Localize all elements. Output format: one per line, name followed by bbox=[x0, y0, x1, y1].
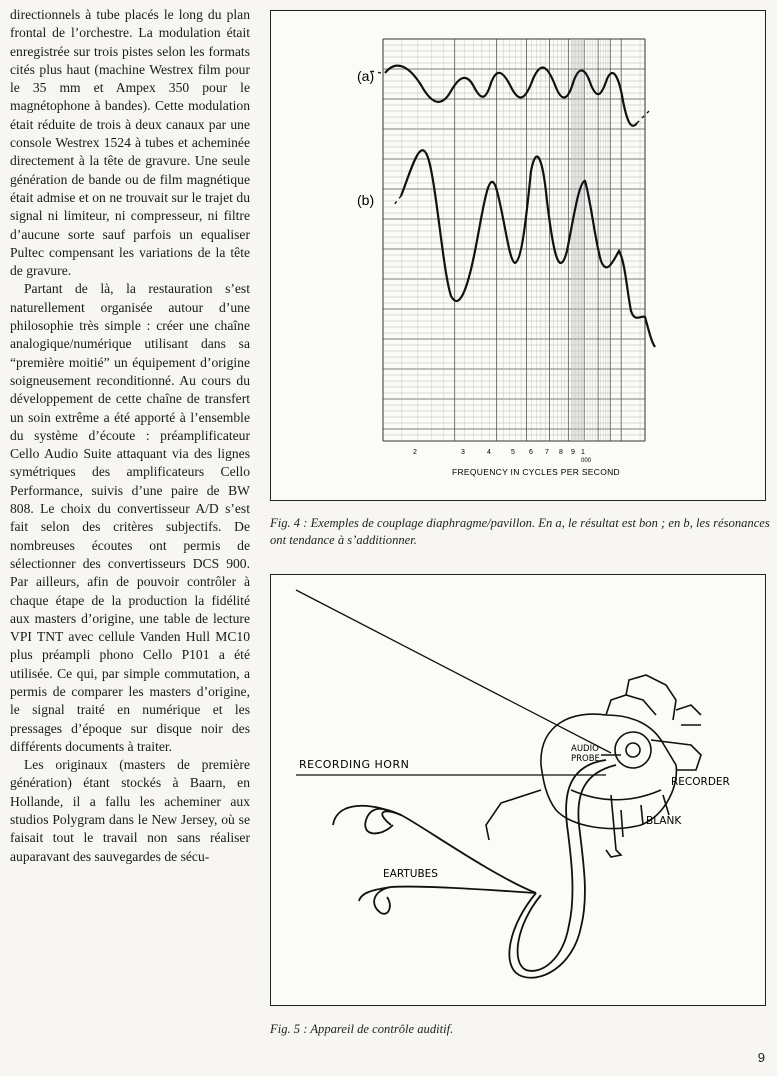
curve-a bbox=[385, 66, 637, 126]
x-tick-label: 6 bbox=[529, 449, 533, 456]
page-number: 9 bbox=[757, 1050, 765, 1065]
eartubes-drawing bbox=[333, 760, 616, 978]
label-audio-probe-line1: AUDIO bbox=[571, 744, 599, 754]
auditory-apparatus-drawing bbox=[271, 575, 765, 1005]
figure-5-frame bbox=[270, 574, 766, 1006]
figure-5-caption: Fig. 5 : Appareil de contrôle auditif. bbox=[270, 1022, 454, 1036]
x-tick-label: 1 bbox=[581, 449, 585, 456]
curve-b-label: (b) bbox=[357, 192, 375, 208]
x-tick-label: 4 bbox=[487, 449, 491, 456]
label-audio-probe-line2: PROBE bbox=[571, 754, 600, 764]
grid-dense-band bbox=[571, 39, 585, 441]
x-tick-labels bbox=[413, 449, 592, 464]
label-recorder: RECORDER bbox=[671, 776, 730, 788]
frequency-response-figure bbox=[271, 11, 765, 500]
paragraph: directionnels à tube placés le long du plan frontal de l’orchestre. La modulation était enregistrée sur trois pistes selon les formats cités plus haut (machine Westrex film pour le 35 mm et Ampex 350 pour le magnétophone à bandes). Cette modulation était réduite de trois à deux canaux par une console Westrex 1524 à tubes et acheminée directement à la tête de gravure. Une seule génération de bande ou de film magnétique était admise et on ne trouvait sur le trajet du signal ni limiteur, ni compresseur, ni filtre d’aucune sorte sauf parfois un equaliser Pultec compensant les variations de la tête de gravure. bbox=[10, 7, 250, 279]
paragraph: Les originaux (masters de première génération) étant stockés à Baarn, en Hollande, il a fallu les acheminer aux studios Polygram dans le New Jersey, où se faisait tout le travail non sans réaliser auparavant des sauvegardes de sécu- bbox=[10, 757, 250, 864]
label-blank: BLANK bbox=[646, 815, 682, 827]
x-tick-sublabel: 000 bbox=[581, 458, 592, 464]
graph-paper-grid bbox=[383, 39, 645, 441]
recorder-machine bbox=[486, 675, 701, 857]
figure-4-frame bbox=[270, 10, 766, 501]
label-eartubes: EARTUBES bbox=[383, 868, 438, 880]
figure-4-caption: Fig. 4 : Exemples de couplage diaphragme/pavillon. En a, le résultat est bon ; en b, les résonances ont tendance à s’additionner. bbox=[270, 516, 770, 547]
label-recording-horn: RECORDING HORN bbox=[299, 758, 410, 771]
x-tick-label: 5 bbox=[511, 449, 515, 456]
x-tick-label: 7 bbox=[545, 449, 549, 456]
curve-a-label: (a) bbox=[357, 68, 375, 84]
x-tick-label: 8 bbox=[559, 449, 563, 456]
x-tick-label: 9 bbox=[571, 449, 575, 456]
x-tick-label: 3 bbox=[461, 449, 465, 456]
paragraph: Partant de là, la restauration s’est naturellement organisée autour d’une philosophie très simple : créer une chaîne analogique/numérique utilisant dans sa “première moitié” un équipement d’origine soigneusement reconditionné. Au cours du développement de cette chaîne de transfert un soin extrême a été apporté à l’ensemble du système d’écoute : préamplificateur Cello Audio Suite attaquant via des lignes symétriques des amplificateurs Cello Performance, suivis d’une paire de BW 808. Le choix du convertisseur A/D s’est fait selon des critères subjectifs. De nombreuses écoutes ont permis de sélectionner des convertisseurs DCS 900. Par ailleurs, afin de pouvoir contrôler à chaque étape de la production la fidélité aux masters d’origine, une table de lecture VPI TNT avec cellule Vanden Hull MC10 plus préampli phono Cello P101 a été utilisée. Ce qui, par simple commutation, a permis de comparer les masters d’origine, le signal traité en numérique et les pressages d’époque sur disque noir des différents documents à traiter. bbox=[10, 281, 250, 754]
x-tick-label: 2 bbox=[413, 449, 417, 456]
leader-line bbox=[296, 590, 611, 753]
x-axis-label: FREQUENCY IN CYCLES PER SECOND bbox=[451, 467, 621, 477]
article-text-column bbox=[10, 6, 250, 866]
